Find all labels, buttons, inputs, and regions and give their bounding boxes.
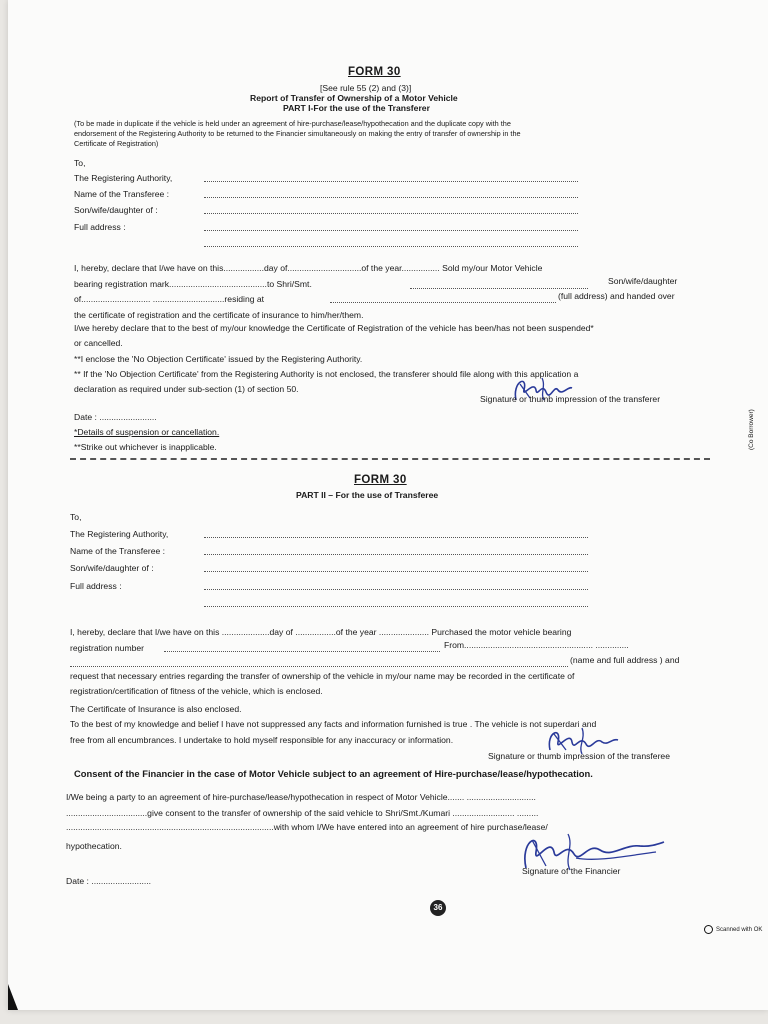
fill-line[interactable]: [204, 197, 578, 198]
declaration-text: The Certificate of Insurance is also enclosed.: [70, 704, 242, 714]
fill-line[interactable]: [204, 213, 578, 214]
scanner-logo-icon: [704, 925, 713, 934]
fill-line[interactable]: [204, 571, 588, 572]
part2-heading: PART II – For the use of Transferee: [296, 490, 439, 500]
field-label: The Registering Authority,: [70, 529, 169, 539]
declaration-text: ** If the 'No Objection Certificate' from the Registering Authority is not enclosed, the transferer should file along with this application a: [74, 369, 579, 379]
page-number-badge: 36: [430, 900, 446, 916]
to-label: To,: [70, 512, 82, 522]
rule-reference: [See rule 55 (2) and (3)]: [320, 83, 412, 93]
duplicate-note: (To be made in duplicate if the vehicle is held under an agreement of hire-purchase/lease/hypothecation and the duplicate copy with the endorsement of the Registering Authority to be returned to the Financier simultaneously on making the entry of transfer of ownership in the Certificate of Registration): [74, 119, 521, 148]
footnote: **Strike out whichever is inapplicable.: [74, 442, 217, 452]
fill-line[interactable]: [204, 246, 578, 247]
field-label: Full address :: [74, 222, 126, 232]
fill-line[interactable]: [70, 666, 568, 667]
signature-label: Signature or thumb impression of the transferer: [480, 394, 661, 404]
fill-line[interactable]: [204, 589, 588, 590]
form-title: FORM 30: [354, 474, 407, 486]
fill-line[interactable]: [164, 651, 440, 652]
field-label: Name of the Transferee :: [70, 546, 166, 556]
form-title: FORM 30: [348, 66, 401, 78]
to-label: To,: [74, 158, 86, 168]
consent-text: ..................................give consent to the transfer of ownership of the said vehicle to Shri/Smt./Kumari .......................... .........: [66, 808, 539, 818]
declaration-text: registration/certification of fitness of the vehicle, which is enclosed.: [70, 686, 323, 696]
declaration-text: free from all encumbrances. I undertake to hold myself responsible for any inaccuracy or information.: [70, 735, 454, 745]
scanner-watermark: Scanned with OK: [704, 925, 762, 934]
declaration-text: the certificate of registration and the certificate of insurance to him/her/them.: [74, 310, 364, 320]
field-label: Name of the Transferee :: [74, 189, 170, 199]
declaration-text: registration number: [70, 643, 145, 653]
declaration-text: **I enclose the 'No Objection Certificate' issued by the Registering Authority.: [74, 354, 363, 364]
declaration-text: I, hereby, declare that I/we have on this ....................day of .................of the year ..................... Purchased the motor vehicle bearing: [70, 627, 572, 637]
fill-line[interactable]: [204, 554, 588, 555]
footnote: *Details of suspension or cancellation.: [74, 427, 220, 437]
fill-line[interactable]: [204, 606, 588, 607]
declaration-text: of............................. ..............................residing at: [74, 294, 265, 304]
document-page: [8, 0, 768, 1010]
declaration-text: I, hereby, declare that I/we have on this.................day of...............................of the year................ Sold my/our Motor Vehicle: [74, 263, 543, 273]
signature-label: Signature or thumb impression of the transferee: [488, 751, 670, 761]
declaration-text: declaration as required under sub-section (1) of section 50.: [74, 384, 299, 394]
fill-line[interactable]: [204, 230, 578, 231]
part1-heading: PART I-For the use of the Transferer: [283, 103, 430, 113]
declaration-text: From...................................................... ..............: [444, 640, 629, 650]
declaration-text: or cancelled.: [74, 338, 123, 348]
consent-text: I/We being a party to an agreement of hire-purchase/lease/hypothecation in respect of Motor Vehicle....... .............................: [66, 792, 536, 802]
declaration-text: I/we hereby declare that to the best of my/our knowledge the Certificate of Registration of the vehicle has been/has not been suspended*: [74, 323, 594, 333]
page-corner-shadow: [8, 984, 18, 1010]
cut-line: [70, 458, 710, 460]
declaration-text: bearing registration mark.........................................to Shri/Smt.: [74, 279, 312, 289]
declaration-text: (name and full address ) and: [570, 655, 680, 665]
consent-heading: Consent of the Financier in the case of Motor Vehicle subject to an agreement of Hire-purchase/lease/hypothecation.: [74, 768, 593, 779]
declaration-text: (full address) and handed over: [558, 291, 675, 301]
fill-line[interactable]: [204, 537, 588, 538]
date-field[interactable]: Date : .........................: [66, 876, 152, 886]
field-label: The Registering Authority,: [74, 173, 173, 183]
declaration-text: To the best of my knowledge and belief I have not suppressed any facts and information furnished is true . The vehicle is not superdari and: [70, 719, 597, 729]
fill-line[interactable]: [330, 302, 556, 303]
fill-line[interactable]: [410, 288, 588, 289]
field-label: Son/wife/daughter of :: [70, 563, 154, 573]
field-label: Son/wife/daughter of :: [74, 205, 158, 215]
report-title: Report of Transfer of Ownership of a Motor Vehicle: [250, 93, 458, 103]
declaration-text: request that necessary entries regarding the transfer of ownership of the vehicle in my/our name may be recorded in the certificate of: [70, 671, 575, 681]
consent-text: .......................................................................................with whom I/We have entered into an agreement of hire purchase/lease/: [66, 822, 548, 832]
date-field[interactable]: Date : ........................: [74, 412, 157, 422]
field-label: Full address :: [70, 581, 122, 591]
fill-line[interactable]: [204, 181, 578, 182]
declaration-text: Son/wife/daughter: [608, 276, 678, 286]
signature-label: Signature of the Financier: [522, 866, 621, 876]
side-label: (Co Borrower): [748, 409, 755, 450]
consent-text: hypothecation.: [66, 841, 122, 851]
